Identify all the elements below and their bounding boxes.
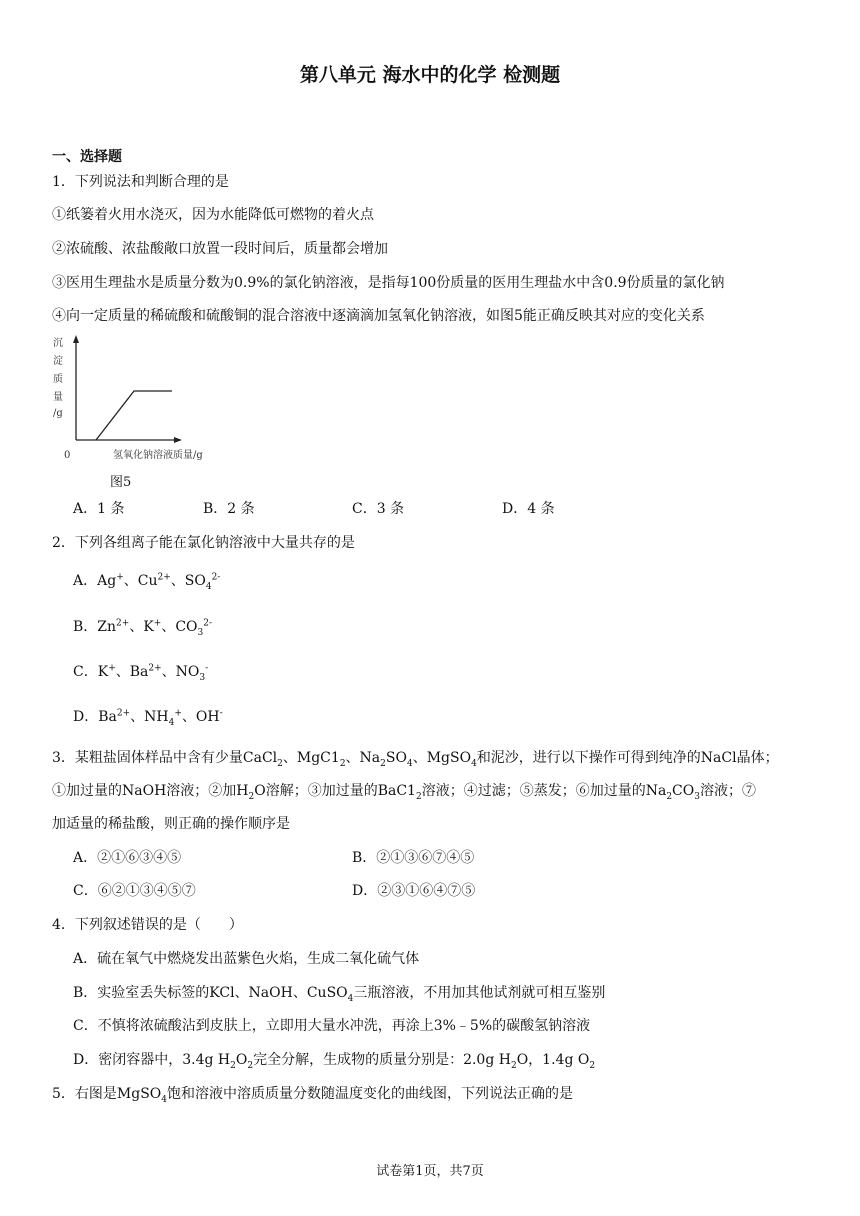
figure-y-label-5: /g (53, 408, 63, 419)
q4-stem: 4．下列叙述错误的是（ ） (52, 917, 243, 933)
q4-option-a: A．硫在氧气中燃烧发出蓝紫色火焰，生成二氧化硫气体 (73, 951, 420, 967)
q3-option-a: A．②①⑥③④⑤ (73, 850, 182, 866)
figure-y-label-1: 沉 (53, 338, 63, 349)
q3-line-2: ①加过量的NaOH溶液；②加$H_2O$溶解；③加过量的$BaC1_2$溶液；④过滤；⑤蒸发；⑥加过量的$Na_2CO_3$溶液；⑦ (52, 783, 756, 802)
q3-line-3: 加适量的稀盐酸，则正确的操作顺序是 (52, 816, 290, 832)
q1-statement-1: ①纸篓着火用水浇灭，因为水能降低可燃物的着火点 (52, 207, 374, 223)
figure-y-arrow (73, 335, 79, 343)
q1-statement-3: ③医用生理盐水是质量分数为0.9%的氯化钠溶液，是指每100份质量的医用生理盐水中含0.9份质量的氯化钠 (52, 275, 725, 291)
q3-option-d: D．②③①⑥④⑦⑤ (352, 883, 476, 899)
q4-option-c: C．不慎将浓硫酸沾到皮肤上，立即用大量水冲洗，再涂上3%﹣5%的碳酸氢钠溶液 (73, 1018, 591, 1034)
q4-option-b: B．实验室丢失标签的KCl、NaOH、CuSO$_4$三瓶溶液，不用加其他试剂就可相互鉴别 (73, 985, 606, 1004)
q4-option-d: D．密闭容器中，3.4g $H_2O_2$完全分解，生成物的质量分别是：2.0g $H_2O$，1.4g $O_2$ (73, 1052, 596, 1071)
q2-option-a: A．Ag+、$Cu^{2+}$、$SO_4^{2-}$ (73, 572, 221, 592)
figure-caption: 图5 (110, 475, 132, 490)
q1-figure (40, 330, 240, 470)
q2-option-b: B．$Zn^{2+}$、K+、$CO_3^{2-}$ (73, 618, 213, 638)
q1-statement-2: ②浓硫酸、浓盐酸敞口放置一段时间后，质量都会增加 (52, 241, 388, 257)
q5-stem: 5．右图是MgSO$_4$饱和溶液中溶质质量分数随温度变化的曲线图，下列说法正确的是 (52, 1086, 574, 1105)
figure-x-label: 氢氧化钠溶液质量/g (113, 450, 203, 461)
q3-line-1: 3．某粗盐固体样品中含有少量CaCl$_2$、$MgC1_2$、$Na_2SO_4$、MgSO$_4$和泥沙，进行以下操作可得到纯净的NaCl晶体； (52, 750, 779, 769)
page-title: 第八单元 海水中的化学 检测题 (299, 64, 561, 86)
q2-option-d: D．$Ba^{2+}$、$NH_4^+$、OH- (73, 708, 223, 728)
q2-stem: 2．下列各组离子能在氯化钠溶液中大量共存的是 (52, 535, 355, 551)
q1-stem: 1．下列说法和判断合理的是 (52, 174, 229, 190)
figure-curve (96, 391, 172, 440)
q2-option-c: C．K+、$Ba^{2+}$、$NO_3^-$ (73, 663, 209, 683)
section-heading: 一、选择题 (52, 149, 122, 165)
q3-option-b: B．②①③⑥⑦④⑤ (352, 850, 475, 866)
q1-statement-4: ④向一定质量的稀硫酸和硫酸铜的混合溶液中逐滴滴加氢氧化钠溶液，如图5能正确反映其对应的变化关系 (52, 308, 705, 324)
q1-option-a: A．1 条 (73, 501, 125, 517)
figure-y-label-3: 质 (53, 374, 63, 385)
q1-option-c: C．3 条 (352, 501, 405, 517)
q3-option-c: C．⑥②①③④⑤⑦ (73, 883, 196, 899)
page-footer: 试卷第1页，共7页 (376, 1164, 484, 1179)
q1-option-b: B．2 条 (203, 501, 255, 517)
figure-y-label-4: 量 (53, 392, 63, 403)
q1-option-d: D．4 条 (502, 501, 555, 517)
figure-x-arrow (174, 437, 182, 443)
figure-y-label-2: 淀 (53, 356, 63, 367)
figure-origin: 0 (64, 450, 71, 461)
